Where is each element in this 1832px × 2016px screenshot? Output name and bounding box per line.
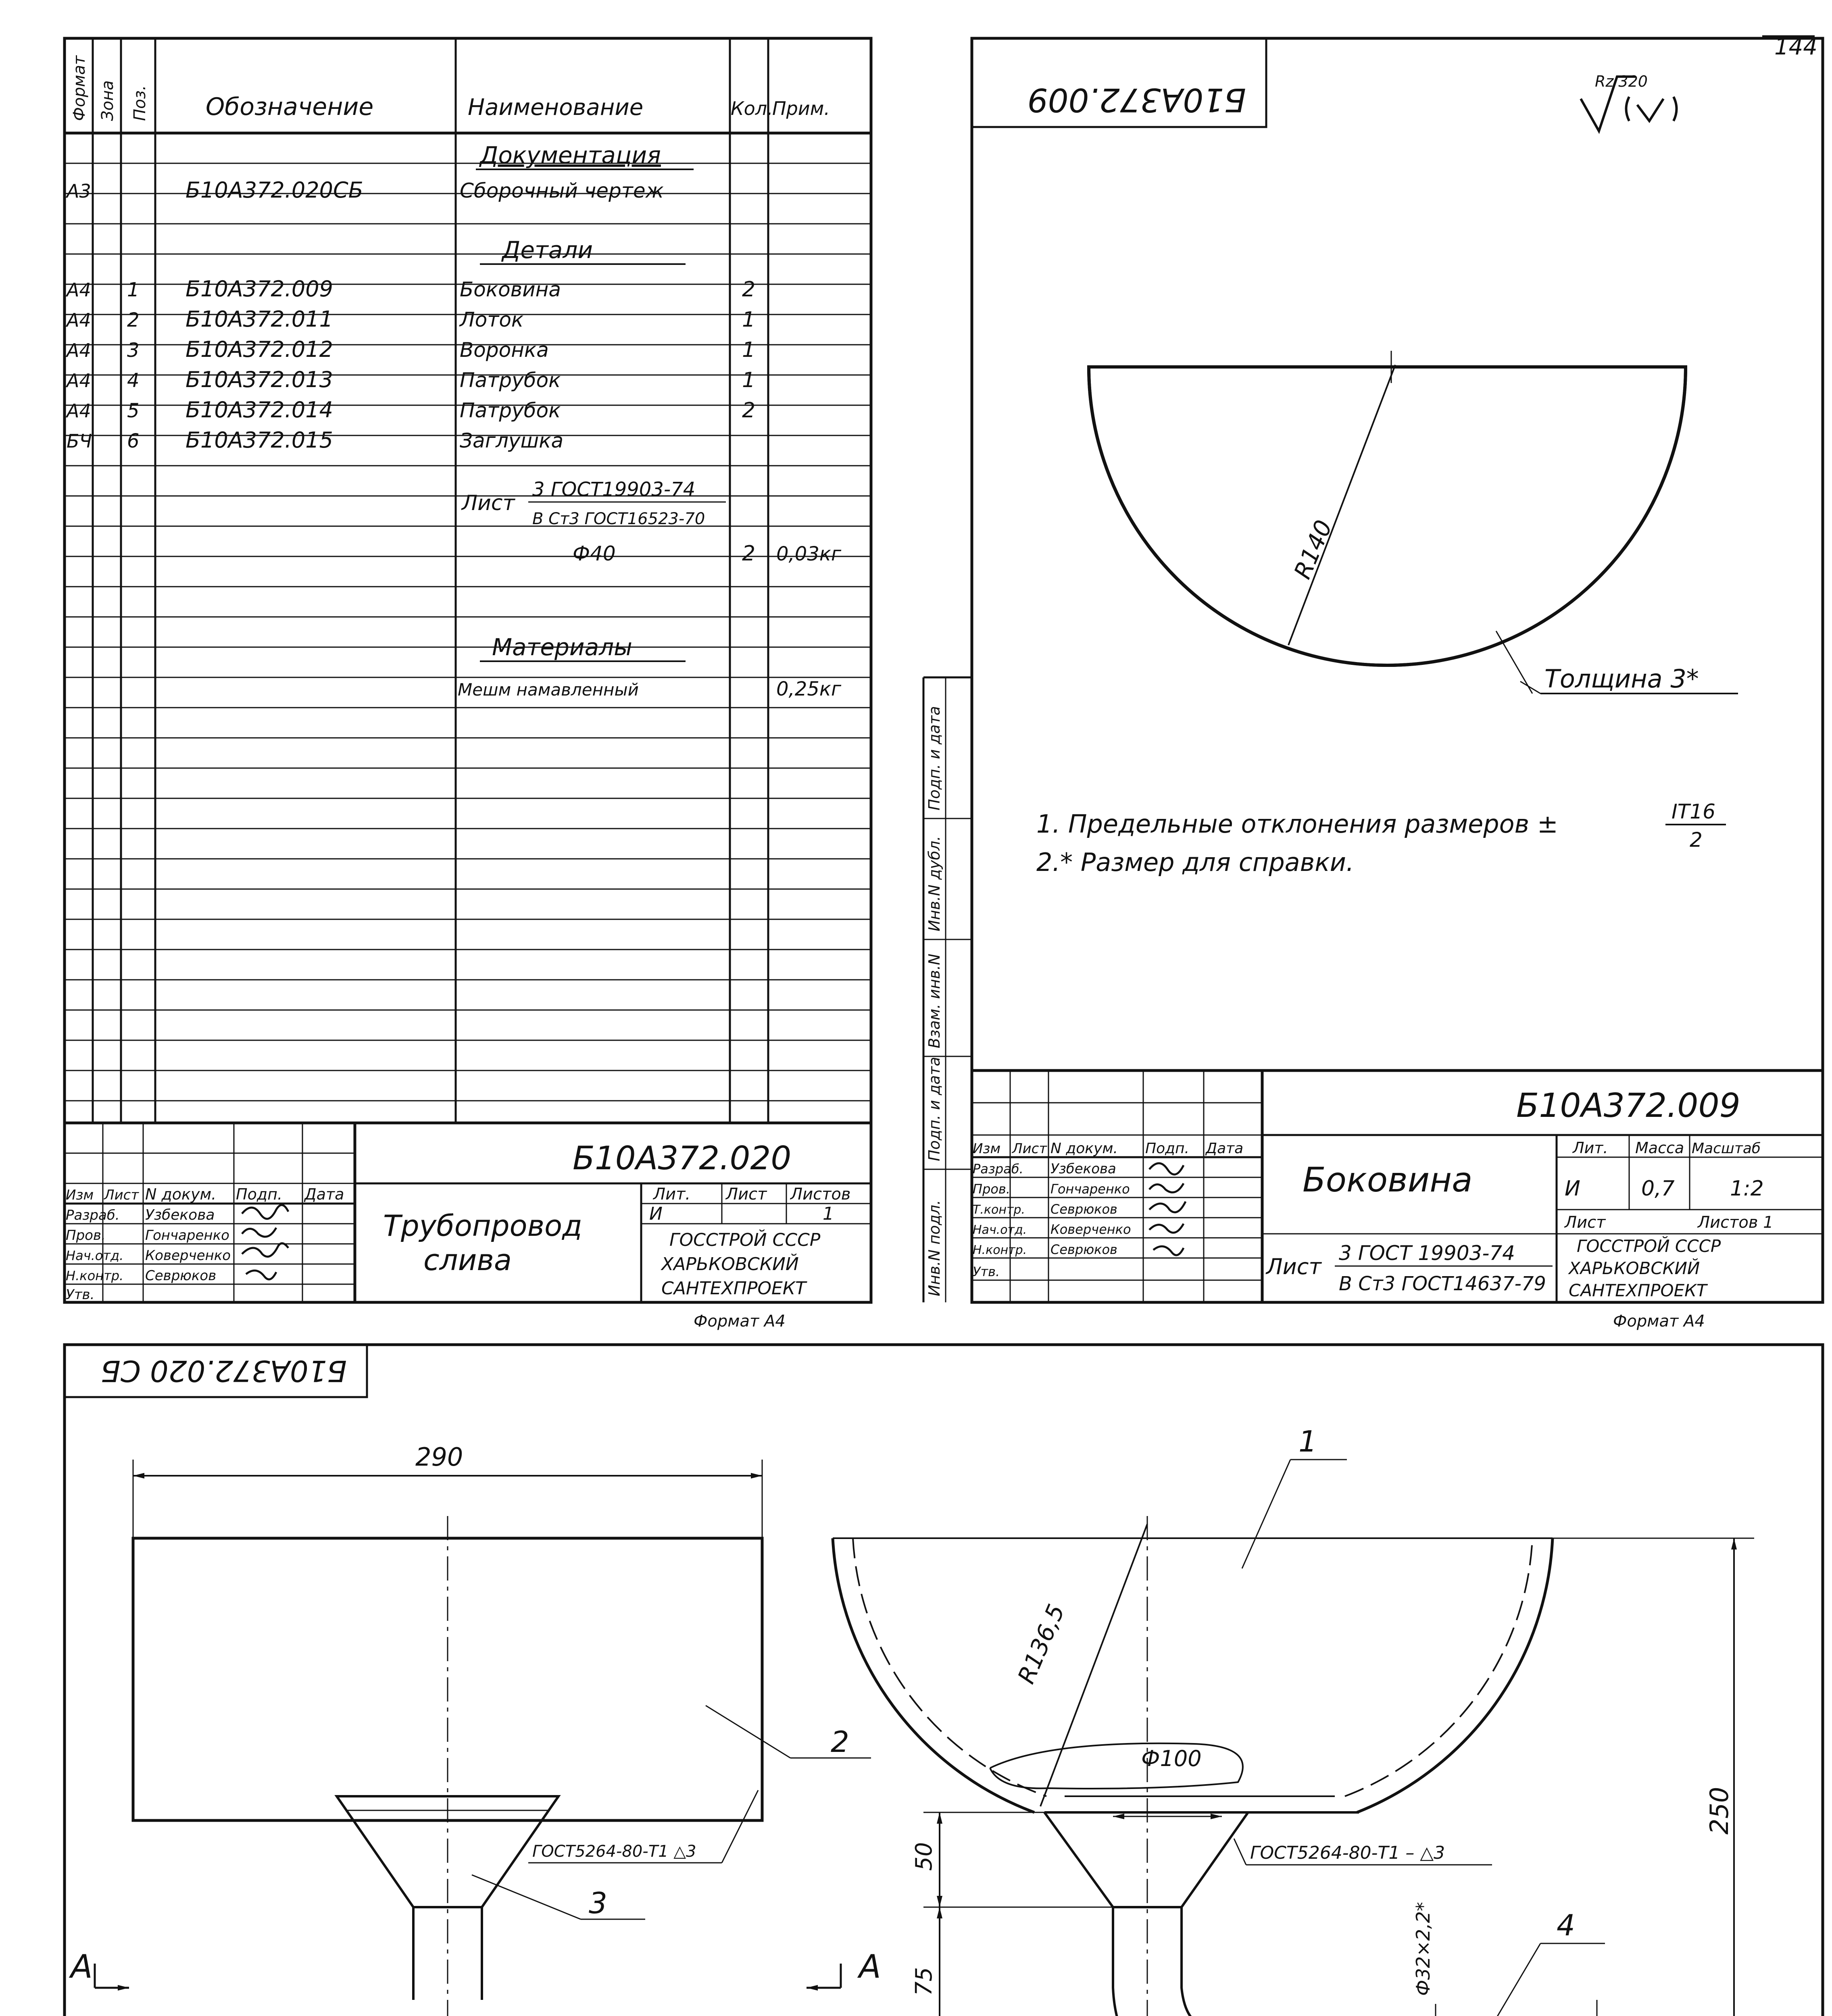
part-note-2: 2.* Размер для справки. <box>1036 848 1354 877</box>
spec-col-pos: Поз. <box>131 85 149 121</box>
stamp1-podp: Подп. <box>236 1185 283 1203</box>
part-mirrored-code: Б10А372.009 <box>1027 81 1246 119</box>
spec-cell-fmt: А4 <box>67 309 91 331</box>
part-note-1: 1. Предельные отклонения размеров ± <box>1036 809 1558 839</box>
stamp1-nkontr: Н.контр. <box>66 1268 124 1283</box>
spec-cell-code: Б10А372.011 <box>185 306 333 332</box>
dim-75: 75 <box>911 1967 937 1996</box>
stamp1-data: Дата <box>304 1185 344 1203</box>
stamp1-lit-value: И <box>649 1204 663 1224</box>
spec-phi40-qty: 2 <box>742 541 756 566</box>
spec-cell-pos: 6 <box>127 430 140 452</box>
stamp2-mass-value: 0,7 <box>1641 1177 1675 1201</box>
half-disc-part <box>1089 351 1738 694</box>
stamp2-org-2: ХАРЬКОВСКИЙ <box>1569 1258 1700 1278</box>
stamp2-scale-value: 1:2 <box>1730 1177 1764 1201</box>
stamp2-sheet: Лист <box>1565 1213 1606 1232</box>
part-title: Боковина <box>1303 1160 1473 1200</box>
roughness-value: Rz 320 <box>1595 73 1648 90</box>
stamp1-ndok: N докум. <box>145 1185 217 1203</box>
sheet1-code: Б10А372.020 <box>573 1139 792 1177</box>
stamp2-utv: Утв. <box>973 1264 1000 1279</box>
spec-cell-code: Б10А372.012 <box>185 337 333 362</box>
spec-col-name: Наименование <box>468 94 644 121</box>
spec-cell-fmt: А4 <box>67 339 91 361</box>
spec-cell-fmt: А4 <box>67 279 91 301</box>
dim-250: 250 <box>1705 1787 1734 1835</box>
side-label-3: Взам. инв.N <box>925 954 943 1048</box>
stamp2-data: Дата <box>1206 1140 1244 1157</box>
spec-col-zone: Зона <box>98 80 117 121</box>
page-number: 144 <box>1774 34 1817 60</box>
sheet1-title-1: Трубопровод <box>383 1209 582 1243</box>
spec-sheet-std1: 3 ГОСТ19903-74 <box>532 478 696 501</box>
part-note-1-den: 2 <box>1690 828 1703 852</box>
stamp2-prov-name: Гончаренко <box>1050 1181 1130 1197</box>
pos-3: 3 <box>589 1886 607 1920</box>
stamp2-nkontr: Н.контр. <box>973 1243 1027 1257</box>
spec-cell-name: Сборочный чертеж <box>460 179 664 202</box>
assembly-side-labels <box>911 1425 1734 2016</box>
signature-graphic <box>242 1205 288 1279</box>
stamp2-mat-2: В Ст3 ГОСТ14637-79 <box>1339 1272 1546 1295</box>
phi32-label-b: Ф32×2,2* <box>1412 1902 1434 1996</box>
stamp1-prov: Пров. <box>66 1227 106 1243</box>
phi100-label: Ф100 <box>1141 1746 1202 1771</box>
section-mark-right: А <box>859 1948 881 1985</box>
spec-section-parts: Детали <box>502 236 593 264</box>
spec-col-code: Обозначение <box>206 93 374 121</box>
spec-cell-code: Б10А372.015 <box>185 427 333 453</box>
stamp1-nachotd: Нач.отд. <box>66 1248 124 1263</box>
pos-2: 2 <box>831 1725 849 1759</box>
stamp2-list: Лист <box>1012 1141 1047 1157</box>
part-note-1-num: IT16 <box>1672 800 1715 823</box>
assembly-side-view <box>833 1460 1807 2016</box>
spec-cell-qty: 1 <box>742 308 756 332</box>
spec-cell-fmt: БЧ <box>67 430 92 452</box>
spec-material-note: 0,25кг <box>776 678 842 700</box>
spec-section-docs: Документация <box>480 142 661 169</box>
part-radius-label: R140 <box>1288 516 1338 583</box>
spec-col-qty: Кол. <box>731 98 773 119</box>
spec-cell-fmt: А4 <box>67 370 91 392</box>
dim-50: 50 <box>911 1842 937 1871</box>
spec-cell-name: Патрубок <box>460 399 561 422</box>
stamp2-mat-1: 3 ГОСТ 19903-74 <box>1339 1241 1515 1265</box>
assembly-mirrored-code: Б10А372.020 СБ <box>100 1354 347 1388</box>
spec-cell-fmt: А4 <box>67 400 91 422</box>
part-side-labels <box>925 706 943 1296</box>
dim-290: 290 <box>415 1442 463 1472</box>
stamp2-nachotd: Нач.отд. <box>973 1223 1027 1237</box>
sheet1-title-2: слива <box>423 1243 512 1277</box>
stamp2-tkontr-name: Севрюков <box>1050 1202 1117 1217</box>
stamp1-sheets: Листов <box>790 1185 851 1204</box>
spec-cell-pos: 2 <box>127 309 140 331</box>
spec-cell-name: Заглушка <box>460 429 564 452</box>
pos-4: 4 <box>1557 1908 1575 1942</box>
stamp1-org-1: ГОССТРОЙ СССР <box>669 1230 821 1250</box>
roughness-mark <box>1581 73 1677 131</box>
section-mark-left: А <box>71 1948 93 1985</box>
stamp2-ndok: N докум. <box>1050 1140 1118 1157</box>
weld-label-1: ГОСТ5264-80-Т1 △3 <box>532 1842 696 1861</box>
spec-cell-qty: 2 <box>742 398 756 423</box>
sheet2-format: Формат А4 <box>1613 1312 1705 1331</box>
weld-label-2: ГОСТ5264-80-Т1 – △3 <box>1250 1843 1445 1863</box>
stamp1-nachotd-name: Коверченко <box>145 1248 231 1264</box>
spec-cell-qty: 1 <box>742 368 756 392</box>
spec-cell-code: Б10А372.013 <box>185 367 333 392</box>
spec-sheet-label: Лист <box>462 491 515 515</box>
spec-sheet-std2: В Ст3 ГОСТ16523-70 <box>532 510 705 528</box>
spec-cell-pos: 1 <box>127 279 140 301</box>
spec-sheet-frame <box>65 38 871 1302</box>
spec-cell-fmt: А3 <box>67 180 91 202</box>
stamp1-nkontr-name: Севрюков <box>145 1268 217 1284</box>
spec-material: Мешм намавленный <box>458 680 639 700</box>
stamp1-org-2: ХАРЬКОВСКИЙ <box>661 1254 799 1275</box>
stamp2-org-1: ГОССТРОЙ СССР <box>1577 1236 1721 1256</box>
stamp2-podp: Подп. <box>1145 1140 1189 1157</box>
spec-cell-pos: 3 <box>127 339 140 362</box>
spec-cell-qty: 1 <box>742 338 756 362</box>
stamp1-sheets-value: 1 <box>823 1204 834 1224</box>
spec-cell-name: Лоток <box>460 308 524 331</box>
stamp1-list: Лист <box>104 1187 139 1203</box>
assembly-front-labels <box>69 1442 881 2016</box>
stamp-sheet-2-text <box>973 1087 1774 1331</box>
spec-col-format: Формат <box>70 55 89 121</box>
spec-phi40: Ф40 <box>573 542 616 565</box>
stamp1-razrab-name: Узбекова <box>145 1207 215 1223</box>
stamp2-tkontr: Т.контр. <box>973 1203 1025 1217</box>
side-label-2: Подп. и дата <box>925 1057 943 1161</box>
spec-row-lines <box>65 163 871 1101</box>
part-thickness-label: Толщина 3* <box>1544 664 1699 694</box>
spec-header <box>70 55 830 121</box>
stamp2-razrab-name: Узбекова <box>1050 1161 1116 1177</box>
stamp2-mat-label: Лист <box>1266 1254 1321 1279</box>
spec-sheet <box>65 38 871 1302</box>
spec-phi40-note: 0,03кг <box>776 543 842 565</box>
stamp1-izm: Изм <box>66 1187 94 1203</box>
radius-label: R136,5 <box>1012 1600 1070 1688</box>
side-label-1: Инв.N подл. <box>925 1200 943 1296</box>
stamp2-prov: Пров. <box>973 1181 1010 1197</box>
stamp1-lit: Лит. <box>653 1185 691 1204</box>
part-code: Б10А372.009 <box>1516 1087 1740 1125</box>
sheet1-format: Формат А4 <box>694 1312 786 1331</box>
side-label-4: Инв.N дубл. <box>925 836 943 931</box>
stamp2-org-3: САНТЕХПРОЕКТ <box>1569 1281 1707 1300</box>
stamp1-utv: Утв. <box>66 1287 95 1303</box>
stamp1-prov-name: Гончаренко <box>145 1227 229 1243</box>
spec-cell-name: Боковина <box>460 278 561 301</box>
spec-cell-pos: 4 <box>127 369 140 392</box>
stamp2-massa: Масса <box>1635 1139 1684 1157</box>
stamp2-sheets: Листов 1 <box>1698 1213 1774 1232</box>
spec-section-materials: Материалы <box>492 633 632 661</box>
stamp1-razrab: Разраб. <box>66 1207 120 1223</box>
stamp2-masshtab: Масштаб <box>1692 1140 1761 1157</box>
assembly-front-view <box>85 1460 871 2016</box>
stamp2-lit: Лит. <box>1573 1139 1608 1157</box>
stamp1-org-3: САНТЕХПРОЕКТ <box>661 1278 806 1299</box>
side-label-5: Подп. и дата <box>925 706 943 810</box>
spec-cell-code: Б10А372.009 <box>185 276 333 302</box>
spec-cell-name: Патрубок <box>460 369 561 392</box>
spec-cell-code: Б10А372.020СБ <box>185 177 363 203</box>
stamp2-lit-value: И <box>1565 1177 1580 1201</box>
stamp2-izm: Изм <box>973 1141 1001 1157</box>
spec-cell-qty: 2 <box>742 277 756 302</box>
spec-cell-code: Б10А372.014 <box>185 397 333 423</box>
pos-1: 1 <box>1298 1425 1317 1458</box>
stamp2-nkontr-name: Севрюков <box>1050 1242 1117 1257</box>
stamp1-sheet: Лист <box>726 1185 767 1204</box>
stamp2-razrab: Разраб. <box>973 1161 1023 1177</box>
spec-cell-pos: 5 <box>127 400 140 422</box>
stamp2-nachotd-name: Коверченко <box>1050 1222 1131 1237</box>
spec-cell-name: Воронка <box>460 338 549 362</box>
spec-col-note: Прим. <box>772 98 830 119</box>
